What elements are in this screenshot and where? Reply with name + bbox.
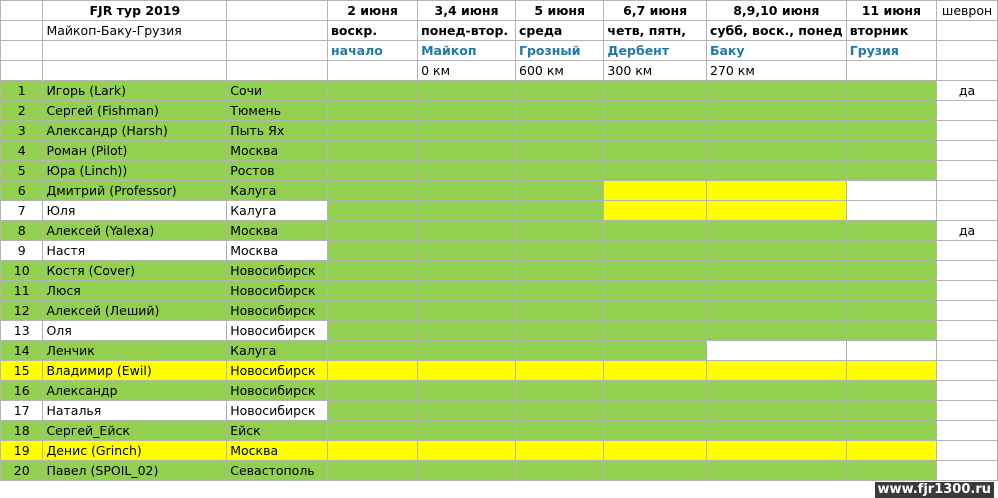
day-5-status-cell[interactable] [706,101,846,121]
header-cell-num[interactable] [1,21,43,41]
day-2-status-cell[interactable] [418,361,516,381]
header-cell-name[interactable]: FJR тур 2019 [43,1,227,21]
header-cell-day1[interactable]: воскр. [328,21,418,41]
day-5-status-cell[interactable] [706,341,846,361]
participant-name-cell[interactable]: Юля [43,201,227,221]
participant-name-cell[interactable]: Настя [43,241,227,261]
row-number-cell[interactable]: 8 [1,221,43,241]
participant-city-cell[interactable]: Москва [227,141,328,161]
day-1-status-cell[interactable] [328,101,418,121]
participant-city-cell[interactable]: Калуга [227,181,328,201]
day-3-status-cell[interactable] [516,101,604,121]
day-5-status-cell[interactable] [706,241,846,261]
row-number-cell[interactable]: 7 [1,201,43,221]
day-6-status-cell[interactable] [846,261,936,281]
table-row [1,421,998,441]
participant-city-cell[interactable]: Новосибирск [227,321,328,341]
header-cell-chevron[interactable] [937,21,998,41]
day-4-status-cell[interactable] [604,161,707,181]
header-cell-day4[interactable]: четв, пятн, [604,21,707,41]
day-3-status-cell[interactable] [516,141,604,161]
day-1-status-cell[interactable] [328,401,418,421]
day-2-status-cell[interactable] [418,161,516,181]
header-cell-city[interactable] [227,1,328,21]
day-6-status-cell[interactable] [846,101,936,121]
day-5-status-cell[interactable] [706,201,846,221]
chevron-cell[interactable] [937,321,998,341]
day-2-status-cell[interactable] [418,301,516,321]
day-4-status-cell[interactable] [604,421,707,441]
day-3-status-cell[interactable] [516,381,604,401]
row-number-cell[interactable]: 20 [1,461,43,481]
participant-name-cell[interactable]: Игорь (Lark) [43,81,227,101]
chevron-cell[interactable] [937,101,998,121]
table-row [1,361,998,381]
header-cell-day6[interactable] [846,61,936,81]
day-2-status-cell[interactable] [418,281,516,301]
row-number-cell[interactable]: 12 [1,301,43,321]
day-6-status-cell[interactable] [846,221,936,241]
header-cell-day2[interactable]: 3,4 июня [418,1,516,21]
day-1-status-cell[interactable] [328,301,418,321]
participant-name-cell[interactable]: Роман (Pilot) [43,141,227,161]
day-5-status-cell[interactable] [706,161,846,181]
day-6-status-cell[interactable] [846,461,936,481]
day-3-status-cell[interactable] [516,401,604,421]
header-cell-day2[interactable]: понед-втор. [418,21,516,41]
day-4-status-cell[interactable] [604,141,707,161]
header-cell-num[interactable] [1,41,43,61]
header-cell-num[interactable] [1,61,43,81]
day-1-status-cell[interactable] [328,241,418,261]
header-cell-name[interactable] [43,41,227,61]
participant-name-cell[interactable]: Наталья [43,401,227,421]
participant-city-cell[interactable]: Новосибирск [227,261,328,281]
chevron-cell[interactable] [937,241,998,261]
day-1-status-cell[interactable] [328,81,418,101]
header-cell-day4[interactable]: 6,7 июня [604,1,707,21]
participant-name-cell[interactable]: Дмитрий (Professor) [43,181,227,201]
day-3-status-cell[interactable] [516,261,604,281]
participant-name-cell[interactable]: Сергей_Ейск [43,421,227,441]
day-1-status-cell[interactable] [328,281,418,301]
day-4-status-cell[interactable] [604,101,707,121]
table-row [1,81,998,101]
day-2-status-cell[interactable] [418,441,516,461]
header-cell-day3[interactable]: 5 июня [516,1,604,21]
table-row [1,441,998,461]
participant-city-cell[interactable]: Пыть Ях [227,121,328,141]
day-1-status-cell[interactable] [328,321,418,341]
row-number-cell[interactable]: 14 [1,341,43,361]
header-cell-day3[interactable]: 600 км [516,61,604,81]
chevron-cell[interactable] [937,401,998,421]
day-5-status-cell[interactable] [706,381,846,401]
day-4-status-cell[interactable] [604,301,707,321]
day-4-status-cell[interactable] [604,461,707,481]
day-1-status-cell[interactable] [328,201,418,221]
table-row [1,401,998,421]
day-6-status-cell[interactable] [846,381,936,401]
day-2-status-cell[interactable] [418,461,516,481]
header-cell-day1[interactable]: 2 июня [328,1,418,21]
day-5-status-cell[interactable] [706,261,846,281]
header-cell-day3[interactable]: Грозный [516,41,604,61]
chevron-cell[interactable]: да [937,81,998,101]
day-5-status-cell[interactable] [706,401,846,421]
day-3-status-cell[interactable] [516,181,604,201]
header-cell-chevron[interactable] [937,61,998,81]
table-row [1,101,998,121]
row-number-cell[interactable]: 5 [1,161,43,181]
day-1-status-cell[interactable] [328,121,418,141]
header-row1 [1,1,998,21]
table-row [1,461,998,481]
day-5-status-cell[interactable] [706,321,846,341]
day-4-status-cell[interactable] [604,281,707,301]
day-6-status-cell[interactable] [846,121,936,141]
day-4-status-cell[interactable] [604,441,707,461]
row-number-cell[interactable]: 9 [1,241,43,261]
day-6-status-cell[interactable] [846,281,936,301]
participant-city-cell[interactable]: Калуга [227,201,328,221]
participant-city-cell[interactable]: Новосибирск [227,301,328,321]
participant-city-cell[interactable]: Севастополь [227,461,328,481]
day-1-status-cell[interactable] [328,341,418,361]
participant-name-cell[interactable]: Денис (Grinch) [43,441,227,461]
chevron-cell[interactable] [937,201,998,221]
day-2-status-cell[interactable] [418,241,516,261]
row-number-cell[interactable]: 17 [1,401,43,421]
participant-city-cell[interactable]: Тюмень [227,101,328,121]
chevron-cell[interactable] [937,141,998,161]
day-6-status-cell[interactable] [846,201,936,221]
day-3-status-cell[interactable] [516,421,604,441]
day-5-status-cell[interactable] [706,361,846,381]
header-cell-city[interactable] [227,41,328,61]
day-2-status-cell[interactable] [418,321,516,341]
day-2-status-cell[interactable] [418,341,516,361]
row-number-cell[interactable]: 19 [1,441,43,461]
participant-name-cell[interactable]: Алексей (Yalexa) [43,221,227,241]
header-cell-day6[interactable]: 11 июня [846,1,936,21]
row-number-cell[interactable]: 3 [1,121,43,141]
day-5-status-cell[interactable] [706,121,846,141]
day-3-status-cell[interactable] [516,121,604,141]
day-2-status-cell[interactable] [418,141,516,161]
chevron-cell[interactable] [937,261,998,281]
day-3-status-cell[interactable] [516,321,604,341]
chevron-cell[interactable] [937,181,998,201]
header-cell-chevron[interactable]: шеврон [937,1,998,21]
day-3-status-cell[interactable] [516,461,604,481]
table-row [1,281,998,301]
day-4-status-cell[interactable] [604,381,707,401]
participant-city-cell[interactable]: Москва [227,241,328,261]
header-cell-day1[interactable] [328,61,418,81]
row-number-cell[interactable]: 11 [1,281,43,301]
header-cell-name[interactable]: Майкоп-Баку-Грузия [43,21,227,41]
table-row [1,201,998,221]
table-row [1,241,998,261]
participant-name-cell[interactable]: Алексей (Леший) [43,301,227,321]
chevron-cell[interactable] [937,361,998,381]
day-6-status-cell[interactable] [846,421,936,441]
day-6-status-cell[interactable] [846,401,936,421]
day-4-status-cell[interactable] [604,401,707,421]
participant-city-cell[interactable]: Сочи [227,81,328,101]
day-3-status-cell[interactable] [516,241,604,261]
header-row4 [1,61,998,81]
participant-name-cell[interactable]: Сергей (Fishman) [43,101,227,121]
day-5-status-cell[interactable] [706,81,846,101]
chevron-cell[interactable] [937,341,998,361]
day-5-status-cell[interactable] [706,221,846,241]
row-number-cell[interactable]: 10 [1,261,43,281]
day-6-status-cell[interactable] [846,441,936,461]
participant-city-cell[interactable]: Новосибирск [227,401,328,421]
day-1-status-cell[interactable] [328,421,418,441]
header-cell-day3[interactable]: среда [516,21,604,41]
header-cell-day5[interactable]: 270 км [706,61,846,81]
day-1-status-cell[interactable] [328,441,418,461]
day-5-status-cell[interactable] [706,441,846,461]
day-2-status-cell[interactable] [418,261,516,281]
header-row2 [1,21,998,41]
row-number-cell[interactable]: 2 [1,101,43,121]
day-3-status-cell[interactable] [516,81,604,101]
day-2-status-cell[interactable] [418,201,516,221]
day-6-status-cell[interactable] [846,341,936,361]
header-cell-day5[interactable]: Баку [706,41,846,61]
day-1-status-cell[interactable] [328,181,418,201]
row-number-cell[interactable]: 18 [1,421,43,441]
day-3-status-cell[interactable] [516,341,604,361]
table-row [1,301,998,321]
header-cell-day1[interactable]: начало [328,41,418,61]
header-cell-city[interactable] [227,21,328,41]
participant-name-cell[interactable]: Оля [43,321,227,341]
participant-city-cell[interactable]: Новосибирск [227,281,328,301]
header-cell-name[interactable] [43,61,227,81]
row-number-cell[interactable]: 13 [1,321,43,341]
day-2-status-cell[interactable] [418,121,516,141]
day-5-status-cell[interactable] [706,461,846,481]
chevron-cell[interactable] [937,121,998,141]
participant-name-cell[interactable]: Люся [43,281,227,301]
participant-name-cell[interactable]: Юра (Linch)) [43,161,227,181]
day-3-status-cell[interactable] [516,281,604,301]
day-5-status-cell[interactable] [706,281,846,301]
day-4-status-cell[interactable] [604,321,707,341]
day-4-status-cell[interactable] [604,361,707,381]
table-row [1,221,998,241]
chevron-cell[interactable] [937,161,998,181]
participant-city-cell[interactable]: Москва [227,441,328,461]
day-2-status-cell[interactable] [418,81,516,101]
row-number-cell[interactable]: 6 [1,181,43,201]
participant-name-cell[interactable]: Александр [43,381,227,401]
day-6-status-cell[interactable] [846,81,936,101]
day-6-status-cell[interactable] [846,181,936,201]
day-1-status-cell[interactable] [328,141,418,161]
participant-name-cell[interactable]: Костя (Cover) [43,261,227,281]
participant-city-cell[interactable]: Новосибирск [227,381,328,401]
row-number-cell[interactable]: 1 [1,81,43,101]
day-6-status-cell[interactable] [846,301,936,321]
header-cell-day6[interactable]: вторник [846,21,936,41]
header-cell-day2[interactable]: Майкоп [418,41,516,61]
day-6-status-cell[interactable] [846,161,936,181]
table-row [1,121,998,141]
sheet-body [1,1,998,481]
table-row [1,161,998,181]
day-2-status-cell[interactable] [418,401,516,421]
header-cell-day4[interactable]: 300 км [604,61,707,81]
day-6-status-cell[interactable] [846,141,936,161]
day-1-status-cell[interactable] [328,161,418,181]
day-2-status-cell[interactable] [418,381,516,401]
day-2-status-cell[interactable] [418,421,516,441]
participant-city-cell[interactable]: Ейск [227,421,328,441]
participant-city-cell[interactable]: Москва [227,221,328,241]
participant-name-cell[interactable]: Павел (SPOIL_02) [43,461,227,481]
day-5-status-cell[interactable] [706,141,846,161]
table-row [1,261,998,281]
header-cell-num[interactable] [1,1,43,21]
participant-city-cell[interactable]: Калуга [227,341,328,361]
participant-city-cell[interactable]: Ростов [227,161,328,181]
header-cell-chevron[interactable] [937,41,998,61]
day-6-status-cell[interactable] [846,361,936,381]
day-4-status-cell[interactable] [604,81,707,101]
day-6-status-cell[interactable] [846,241,936,261]
day-3-status-cell[interactable] [516,441,604,461]
header-cell-day2[interactable]: 0 км [418,61,516,81]
day-1-status-cell[interactable] [328,221,418,241]
day-4-status-cell[interactable] [604,341,707,361]
header-cell-day5[interactable]: 8,9,10 июня [706,1,846,21]
row-number-cell[interactable]: 15 [1,361,43,381]
day-3-status-cell[interactable] [516,161,604,181]
day-3-status-cell[interactable] [516,201,604,221]
header-row3 [1,41,998,61]
day-1-status-cell[interactable] [328,261,418,281]
table-row [1,381,998,401]
chevron-cell[interactable] [937,281,998,301]
table-row [1,181,998,201]
row-number-cell[interactable]: 4 [1,141,43,161]
day-4-status-cell[interactable] [604,241,707,261]
day-5-status-cell[interactable] [706,421,846,441]
day-4-status-cell[interactable] [604,121,707,141]
day-1-status-cell[interactable] [328,381,418,401]
day-3-status-cell[interactable] [516,301,604,321]
day-2-status-cell[interactable] [418,101,516,121]
chevron-cell[interactable] [937,441,998,461]
day-1-status-cell[interactable] [328,461,418,481]
header-cell-day5[interactable]: субб, воск., понед [706,21,846,41]
participant-name-cell[interactable]: Ленчик [43,341,227,361]
day-4-status-cell[interactable] [604,181,707,201]
day-2-status-cell[interactable] [418,181,516,201]
chevron-cell[interactable] [937,381,998,401]
participant-name-cell[interactable]: Владимир (Ewil) [43,361,227,381]
chevron-cell[interactable]: да [937,221,998,241]
header-cell-day4[interactable]: Дербент [604,41,707,61]
row-number-cell[interactable]: 16 [1,381,43,401]
day-4-status-cell[interactable] [604,221,707,241]
day-2-status-cell[interactable] [418,221,516,241]
day-6-status-cell[interactable] [846,321,936,341]
day-4-status-cell[interactable] [604,261,707,281]
header-cell-city[interactable] [227,61,328,81]
day-5-status-cell[interactable] [706,181,846,201]
day-5-status-cell[interactable] [706,301,846,321]
chevron-cell[interactable] [937,421,998,441]
day-3-status-cell[interactable] [516,221,604,241]
participant-city-cell[interactable]: Новосибирск [227,361,328,381]
table-row [1,141,998,161]
day-4-status-cell[interactable] [604,201,707,221]
day-3-status-cell[interactable] [516,361,604,381]
participant-name-cell[interactable]: Александр (Harsh) [43,121,227,141]
table-row [1,321,998,341]
watermark: www.fjr1300.ru [875,482,994,498]
chevron-cell[interactable] [937,461,998,481]
day-1-status-cell[interactable] [328,361,418,381]
header-cell-day6[interactable]: Грузия [846,41,936,61]
chevron-cell[interactable] [937,301,998,321]
table-row [1,341,998,361]
